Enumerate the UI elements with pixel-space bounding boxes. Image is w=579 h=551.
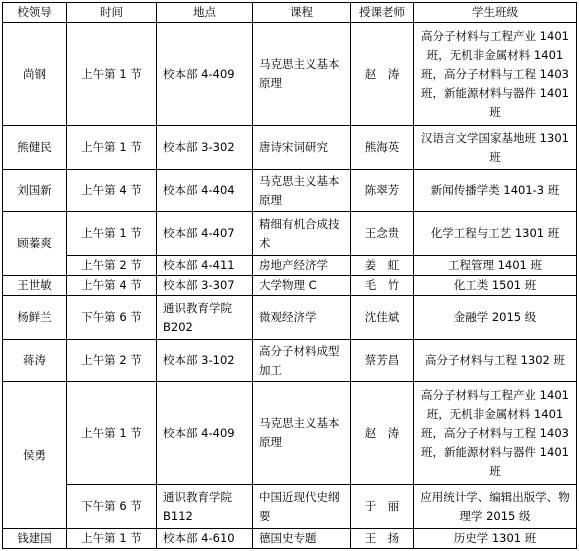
cell-leader: 顾蓁爽 [3,212,67,276]
cell-time: 上午第 4 节 [67,170,157,212]
cell-course: 德国史专题 [253,529,351,549]
table-row [3,170,577,212]
cell-time: 上午第 1 节 [67,126,157,170]
cell-course: 房地产经济学 [253,256,351,276]
header-course: 课程 [253,3,351,23]
cell-place: 校本部 4-407 [157,212,253,256]
cell-place: 校本部 4-409 [157,23,253,126]
cell-place: 校本部 4-411 [157,256,253,276]
cell-teacher: 王 扬 [351,529,414,549]
cell-classes: 新闻传播学类 1401-3 班 [414,170,577,212]
table-header-row [3,3,577,23]
table-row [3,23,577,126]
header-teacher: 授课老师 [351,3,414,23]
cell-teacher: 熊海英 [351,126,414,170]
cell-time: 上午第 1 节 [67,212,157,256]
table-row [3,256,577,276]
cell-course: 高分子材料成型加工 [253,340,351,382]
cell-teacher: 姜 虹 [351,256,414,276]
cell-teacher: 赵 涛 [351,23,414,126]
cell-place: 校本部 3-302 [157,126,253,170]
cell-classes: 应用统计学、编辑出版学、物理学 2015 级 [414,485,577,529]
cell-course: 微观经济学 [253,296,351,340]
header-classes: 学生班级 [414,3,577,23]
cell-leader: 刘国新 [3,170,67,212]
cell-classes: 工程管理 1401 班 [414,256,577,276]
cell-leader: 钱建国 [3,529,67,549]
cell-time: 上午第 4 节 [67,276,157,296]
cell-teacher: 毛 竹 [351,276,414,296]
cell-teacher: 陈翠芳 [351,170,414,212]
table-row [3,212,577,256]
cell-teacher: 王念贵 [351,212,414,256]
cell-place: 通识教育学院 B112 [157,485,253,529]
schedule-table [2,2,577,549]
cell-leader: 侯勇 [3,382,67,529]
cell-course: 马克思主义基本原理 [253,382,351,485]
cell-classes: 高分子材料与工程产业 1401 班，无机非金属材料 1401 班，高分子材料与工程 1403 班，新能源材料与器件 1401 班 [414,382,577,485]
cell-time: 上午第 2 节 [67,340,157,382]
header-time: 时间 [67,3,157,23]
cell-time: 上午第 1 节 [67,23,157,126]
table-row [3,529,577,549]
cell-time: 上午第 2 节 [67,256,157,276]
cell-course: 大学物理 C [253,276,351,296]
cell-teacher: 沈佳斌 [351,296,414,340]
cell-classes: 高分子材料与工程产业 1401 班，无机非金属材料 1401 班，高分子材料与工程 1403 班，新能源材料与器件 1401 班 [414,23,577,126]
table-row [3,276,577,296]
cell-teacher: 赵 涛 [351,382,414,485]
cell-leader: 尚钢 [3,23,67,126]
cell-course: 精细有机合成技术 [253,212,351,256]
cell-classes: 高分子材料与工程 1302 班 [414,340,577,382]
header-leader: 校领导 [3,3,67,23]
cell-classes: 化学工程与工艺 1301 班 [414,212,577,256]
cell-time: 上午第 1 节 [67,382,157,485]
cell-leader: 蒋涛 [3,340,67,382]
cell-course: 马克思主义基本原理 [253,23,351,126]
table-row [3,296,577,340]
table-row [3,340,577,382]
cell-place: 通识教育学院 B202 [157,296,253,340]
cell-course: 唐诗宋词研究 [253,126,351,170]
cell-place: 校本部 4-409 [157,382,253,485]
cell-place: 校本部 4-404 [157,170,253,212]
cell-classes: 汉语言文学国家基地班 1301 班 [414,126,577,170]
cell-classes: 金融学 2015 级 [414,296,577,340]
cell-time: 上午第 1 节 [67,529,157,549]
table-row [3,485,577,529]
cell-leader: 杨鲜兰 [3,296,67,340]
cell-leader: 熊健民 [3,126,67,170]
cell-time: 下午第 6 节 [67,485,157,529]
table-row [3,382,577,485]
cell-classes: 历史学 1301 班 [414,529,577,549]
cell-time: 下午第 6 节 [67,296,157,340]
cell-course: 马克思主义基本原理 [253,170,351,212]
cell-place: 校本部 3-307 [157,276,253,296]
cell-place: 校本部 3-102 [157,340,253,382]
cell-place: 校本部 4-610 [157,529,253,549]
cell-leader: 王世敏 [3,276,67,296]
cell-teacher: 蔡芳昌 [351,340,414,382]
cell-classes: 化工类 1501 班 [414,276,577,296]
header-place: 地点 [157,3,253,23]
table-row [3,126,577,170]
cell-teacher: 于 丽 [351,485,414,529]
cell-course: 中国近现代史纲要 [253,485,351,529]
